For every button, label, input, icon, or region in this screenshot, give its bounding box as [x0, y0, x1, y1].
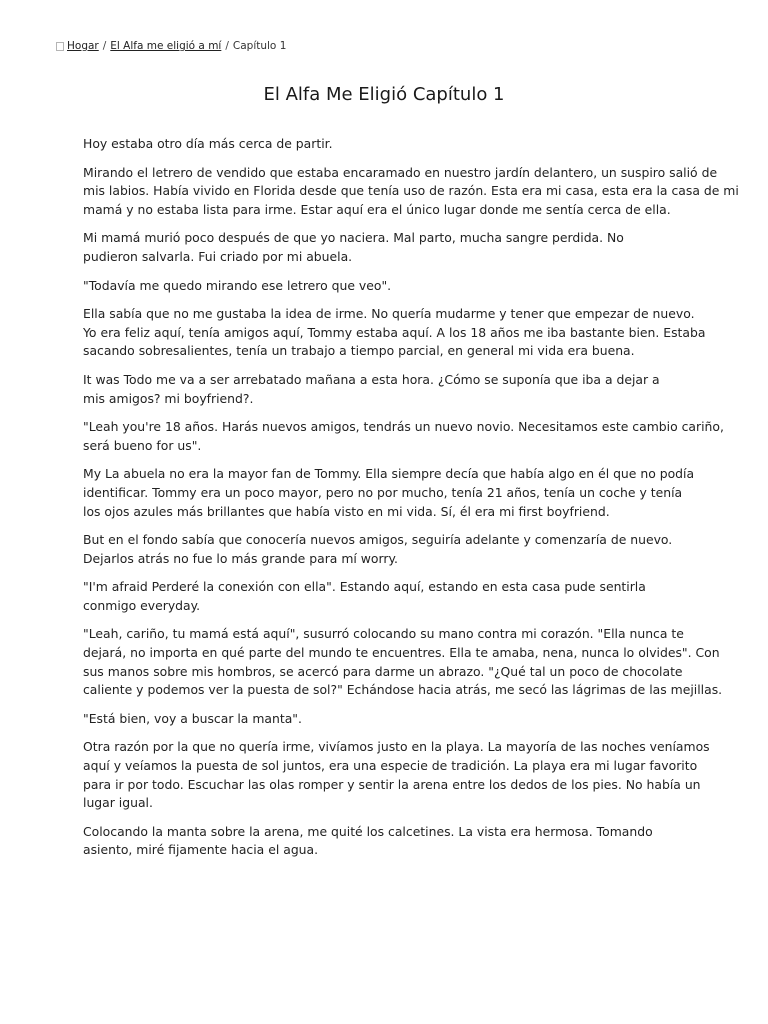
paragraph-line: Mi mamá murió poco después de que yo naciera. Mal parto, mucha sangre perdida. No: [83, 230, 624, 246]
breadcrumb-current: Capítulo 1: [232, 40, 287, 52]
paragraph-line: lugar igual.: [83, 795, 153, 811]
chapter-paragraph: [83, 164, 739, 220]
chapter-paragraph: [83, 465, 693, 521]
breadcrumb-separator: /: [102, 40, 107, 52]
paragraph-line: "I'm afraid Perderé la conexión con ella". Estando aquí, estando en esta casa pude sentirla: [83, 579, 646, 595]
paragraph-line: "Está bien, voy a buscar la manta".: [83, 710, 302, 726]
paragraph-line: Yo era feliz aquí, tenía amigos aquí, Tommy estaba aquí. A los 18 años me iba bastante bien. Estaba: [83, 324, 706, 340]
breadcrumb-home-link[interactable]: Hogar: [67, 40, 99, 52]
chapter-paragraph: [83, 531, 693, 568]
paragraph-line: pudieron salvarla. Fui criado por mi abuela.: [83, 248, 353, 264]
paragraph-line: "Todavía me quedo mirando ese letrero que veo".: [83, 277, 392, 293]
paragraph-line: dejará, no importa en qué parte del mundo te encuentres. Ella te amaba, nena, nunca lo olvides". Con: [83, 645, 720, 661]
paragraph-line: asiento, miré fijamente hacia el agua.: [83, 842, 319, 858]
paragraph-line: It was Todo me va a ser arrebatado mañana a esta hora. ¿Cómo se suponía que iba a dejar a: [83, 371, 660, 387]
chapter-paragraph: [83, 229, 693, 266]
paragraph-line: Otra razón por la que no quería irme, vivíamos justo en la playa. La mayoría de las noches veníamos: [83, 739, 710, 755]
paragraph-line: para ir por todo. Escuchar las olas romper y sentir la arena entre los dedos de los pies. No había un: [83, 776, 701, 792]
breadcrumb: [56, 40, 286, 52]
paragraph-line: aquí y veíamos la puesta de sol juntos, era una especie de tradición. La playa era mi lugar favorito: [83, 758, 698, 774]
page-title: El Alfa Me Eligió Capítulo 1: [263, 84, 505, 105]
paragraph-line: mis labios. Había vivido en Florida desde que tenía uso de razón. Esta era mi casa, esta era la casa de mi: [83, 183, 739, 199]
chapter-paragraph: [83, 625, 723, 699]
paragraph-line: conmigo everyday.: [83, 597, 201, 613]
chapter-paragraph: [83, 738, 710, 812]
paragraph-line: será bueno for us".: [83, 437, 202, 453]
paragraph-line: sus manos sobre mis hombros, se acercó para darme un abrazo. "¿Qué tal un poco de chocolate: [83, 663, 683, 679]
paragraph-line: Mirando el letrero de vendido que estaba encaramado en nuestro jardín delantero, un suspiro salió de: [83, 164, 718, 180]
chapter-paragraph: [83, 135, 693, 154]
paragraph-line: sacando sobresalientes, tenía un trabajo a tiempo parcial, en general mi vida era buena.: [83, 343, 635, 359]
paragraph-line: "Leah you're 18 años. Harás nuevos amigos, tendrás un nuevo novio. Necesitamos este cambio cariño,: [83, 419, 724, 435]
chapter-paragraph: [83, 418, 724, 455]
chapter-body: [83, 135, 739, 870]
chapter-paragraph: [83, 277, 693, 296]
paragraph-line: My La abuela no era la mayor fan de Tommy. Ella siempre decía que había algo en él que no podía: [83, 466, 695, 482]
paragraph-line: Hoy estaba otro día más cerca de partir.: [83, 136, 333, 151]
paragraph-line: Colocando la manta sobre la arena, me quité los calcetines. La vista era hermosa. Tomando: [83, 823, 653, 839]
paragraph-line: But en el fondo sabía que conocería nuevos amigos, seguiría adelante y comenzaría de nuevo.: [83, 532, 673, 548]
paragraph-line: "Leah, cariño, tu mamá está aquí", susurró colocando su mano contra mi corazón. "Ella nunca te: [83, 626, 684, 642]
chapter-paragraph: [83, 578, 693, 615]
paragraph-line: Ella sabía que no me gustaba la idea de irme. No quería mudarme y tener que empezar de nuevo.: [83, 306, 695, 322]
paragraph-line: mamá y no estaba lista para irme. Estar aquí era el único lugar donde me sentía cerca de ella.: [83, 201, 671, 217]
breadcrumb-separator: /: [225, 40, 229, 52]
chapter-paragraph: [83, 305, 706, 361]
paragraph-line: identificar. Tommy era un poco mayor, pero no por mucho, tenía 21 años, tenía un coche y tenía: [83, 484, 683, 500]
paragraph-line: los ojos azules más brillantes que había visto en mi vida. Sí, él era mi first boyfriend.: [83, 503, 610, 519]
chapter-paragraph: [83, 823, 693, 860]
chapter-paragraph: [83, 710, 693, 729]
paragraph-line: Dejarlos atrás no fue lo más grande para mí worry.: [83, 550, 398, 566]
breadcrumb-book-link[interactable]: El Alfa me eligió a mí: [110, 40, 222, 52]
home-icon: [56, 42, 64, 51]
paragraph-line: mis amigos? mi boyfriend?.: [83, 390, 254, 406]
paragraph-line: caliente y podemos ver la puesta de sol?" Echándose hacia atrás, me secó las lágrimas de las mejillas.: [83, 682, 723, 698]
chapter-paragraph: [83, 371, 693, 408]
